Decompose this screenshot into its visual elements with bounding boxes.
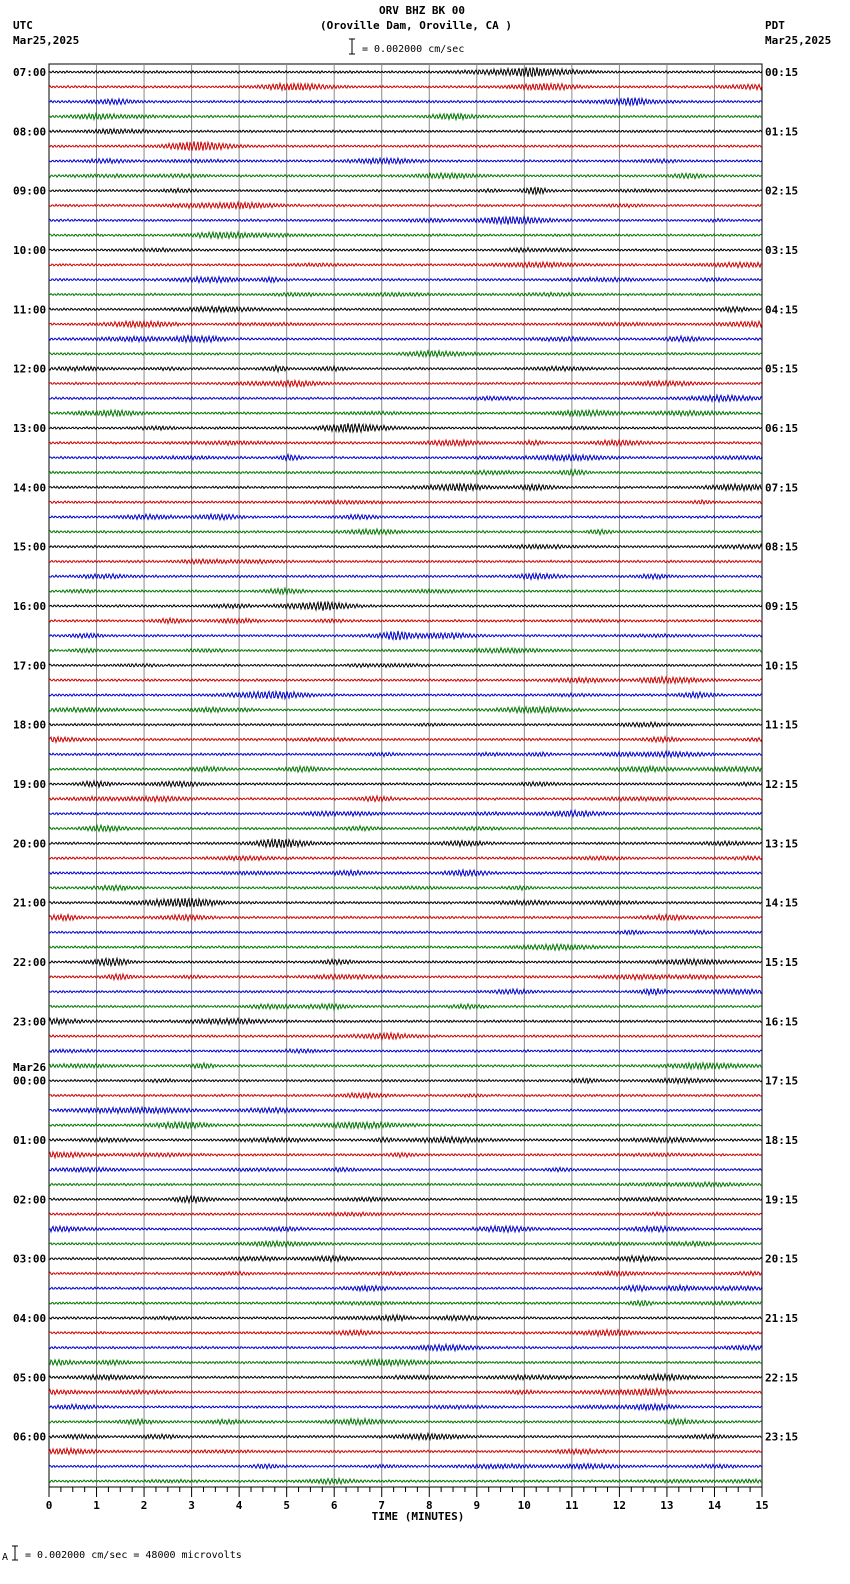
trace-21 bbox=[49, 381, 762, 387]
pdt-hour-labels bbox=[765, 66, 798, 1444]
trace-33 bbox=[49, 559, 762, 564]
trace-64 bbox=[49, 1018, 762, 1024]
trace-66 bbox=[49, 1049, 762, 1053]
trace-4 bbox=[49, 129, 762, 134]
trace-47 bbox=[49, 766, 762, 772]
trace-73 bbox=[49, 1152, 762, 1158]
trace-19 bbox=[49, 351, 762, 357]
utc-hour-label: 20:00 bbox=[13, 837, 47, 851]
pdt-hour-label: 23:15 bbox=[765, 1430, 799, 1444]
trace-48 bbox=[49, 781, 762, 787]
trace-18 bbox=[49, 336, 762, 343]
trace-63 bbox=[49, 1004, 762, 1010]
x-tick-label: 3 bbox=[188, 1499, 195, 1512]
utc-hour-label: 18:00 bbox=[13, 718, 47, 732]
trace-74 bbox=[49, 1167, 762, 1172]
utc-hour-label: 11:00 bbox=[13, 303, 47, 317]
pdt-hour-label: 06:15 bbox=[765, 422, 799, 435]
utc-hour-label: 05:00 bbox=[13, 1371, 47, 1385]
trace-92 bbox=[49, 1434, 762, 1440]
x-axis-label: TIME (MINUTES) bbox=[371, 1510, 465, 1523]
trace-11 bbox=[49, 232, 762, 239]
trace-71 bbox=[49, 1122, 762, 1129]
trace-29 bbox=[49, 500, 762, 504]
pdt-hour-label: 05:15 bbox=[765, 362, 799, 376]
seismic-traces bbox=[49, 67, 762, 1484]
trace-38 bbox=[49, 631, 762, 640]
trace-20 bbox=[49, 366, 762, 372]
x-tick-label: 5 bbox=[283, 1499, 291, 1512]
trace-1 bbox=[49, 83, 762, 90]
scale-text: = 0.002000 cm/sec bbox=[362, 44, 465, 55]
trace-40 bbox=[49, 663, 762, 667]
trace-67 bbox=[49, 1063, 762, 1069]
trace-41 bbox=[49, 677, 762, 683]
trace-6 bbox=[49, 158, 762, 164]
pdt-hour-label: 04:15 bbox=[765, 303, 799, 317]
trace-3 bbox=[49, 114, 762, 120]
trace-75 bbox=[49, 1182, 762, 1187]
x-tick-label: 15 bbox=[755, 1499, 769, 1512]
utc-hour-label: 19:00 bbox=[13, 778, 47, 791]
x-tick-label: 14 bbox=[707, 1499, 722, 1512]
pdt-hour-label: 15:15 bbox=[765, 956, 799, 969]
trace-49 bbox=[49, 796, 762, 802]
pdt-hour-label: 14:15 bbox=[765, 896, 799, 910]
pdt-hour-label: 21:15 bbox=[765, 1312, 799, 1325]
pdt-hour-label: 11:15 bbox=[765, 718, 799, 732]
trace-26 bbox=[49, 455, 762, 462]
trace-23 bbox=[49, 410, 762, 416]
x-tick-label: 9 bbox=[473, 1499, 481, 1512]
trace-56 bbox=[49, 898, 762, 907]
pdt-hour-label: 22:15 bbox=[765, 1371, 799, 1385]
trace-87 bbox=[49, 1359, 762, 1366]
pdt-hour-label: 17:15 bbox=[765, 1074, 799, 1088]
trace-15 bbox=[49, 292, 762, 296]
x-tick-label: 1 bbox=[93, 1499, 100, 1512]
footer-scale-icon bbox=[12, 1546, 18, 1560]
trace-83 bbox=[49, 1301, 762, 1306]
utc-hour-label: 06:00 bbox=[13, 1430, 47, 1444]
trace-44 bbox=[49, 722, 762, 727]
trace-90 bbox=[49, 1404, 762, 1410]
pdt-hour-label: 19:15 bbox=[765, 1193, 799, 1207]
trace-39 bbox=[49, 648, 762, 653]
trace-28 bbox=[49, 483, 762, 491]
x-tick-label: 13 bbox=[660, 1499, 674, 1512]
utc-hour-label: 04:00 bbox=[13, 1312, 47, 1325]
pdt-hour-label: 01:15 bbox=[765, 125, 799, 139]
pdt-hour-label: 12:15 bbox=[765, 778, 799, 791]
left-date: Mar25,2025 bbox=[13, 34, 80, 47]
footer-marker: A bbox=[2, 1552, 9, 1563]
utc-hour-label: 23:00 bbox=[13, 1015, 47, 1029]
utc-hour-label: 02:00 bbox=[13, 1193, 47, 1207]
utc-hour-labels bbox=[13, 66, 46, 1444]
utc-hour-label: 16:00 bbox=[13, 600, 47, 613]
trace-93 bbox=[49, 1448, 762, 1454]
trace-36 bbox=[49, 602, 762, 611]
trace-2 bbox=[49, 98, 762, 106]
trace-94 bbox=[49, 1464, 762, 1469]
trace-78 bbox=[49, 1226, 762, 1232]
pdt-hour-label: 09:15 bbox=[765, 600, 799, 613]
utc-hour-label: 13:00 bbox=[13, 422, 47, 435]
x-tick-label: 7 bbox=[378, 1499, 386, 1512]
utc-hour-label: 07:00 bbox=[13, 66, 47, 79]
trace-65 bbox=[49, 1033, 762, 1040]
trace-34 bbox=[49, 574, 762, 580]
pdt-hour-label: 03:15 bbox=[765, 244, 799, 257]
trace-68 bbox=[49, 1078, 762, 1083]
utc-hour-label: 09:00 bbox=[13, 184, 47, 198]
trace-81 bbox=[49, 1271, 762, 1276]
pdt-hour-label: 18:15 bbox=[765, 1134, 799, 1147]
trace-53 bbox=[49, 856, 762, 861]
utc-hour-label: 01:00 bbox=[13, 1134, 47, 1147]
trace-95 bbox=[49, 1479, 762, 1485]
trace-43 bbox=[49, 707, 762, 713]
trace-76 bbox=[49, 1196, 762, 1203]
trace-30 bbox=[49, 514, 762, 520]
trace-37 bbox=[49, 618, 762, 623]
trace-32 bbox=[49, 544, 762, 549]
trace-45 bbox=[49, 737, 762, 743]
trace-12 bbox=[49, 248, 762, 253]
right-timezone: PDT bbox=[765, 19, 785, 32]
pdt-hour-label: 10:15 bbox=[765, 659, 799, 673]
scale-bar-icon bbox=[349, 39, 355, 54]
utc-hour-label: 10:00 bbox=[13, 244, 47, 257]
trace-0 bbox=[49, 67, 762, 77]
trace-69 bbox=[49, 1093, 762, 1099]
x-tick-label: 2 bbox=[140, 1499, 148, 1512]
trace-14 bbox=[49, 277, 762, 283]
pdt-hour-label: 13:15 bbox=[765, 837, 799, 851]
trace-50 bbox=[49, 810, 762, 816]
trace-24 bbox=[49, 423, 762, 432]
trace-80 bbox=[49, 1256, 762, 1262]
trace-51 bbox=[49, 825, 762, 831]
trace-10 bbox=[49, 217, 762, 225]
x-tick-label: 6 bbox=[330, 1499, 338, 1512]
trace-42 bbox=[49, 691, 762, 698]
trace-52 bbox=[49, 839, 762, 848]
footer-text: = 0.002000 cm/sec = 48000 microvolts bbox=[25, 1550, 242, 1561]
pdt-hour-label: 20:15 bbox=[765, 1252, 799, 1266]
trace-70 bbox=[49, 1107, 762, 1113]
day-change-label: Mar26 bbox=[13, 1061, 47, 1074]
trace-91 bbox=[49, 1419, 762, 1425]
pdt-hour-label: 16:15 bbox=[765, 1015, 799, 1029]
trace-16 bbox=[49, 306, 762, 312]
trace-25 bbox=[49, 440, 762, 446]
trace-7 bbox=[49, 173, 762, 179]
utc-hour-label: 08:00 bbox=[13, 125, 47, 139]
trace-46 bbox=[49, 751, 762, 757]
x-tick-label: 10 bbox=[517, 1499, 531, 1512]
trace-58 bbox=[49, 930, 762, 934]
utc-hour-label: 00:00 bbox=[13, 1074, 47, 1088]
utc-hour-label: 14:00 bbox=[13, 481, 47, 495]
trace-62 bbox=[49, 988, 762, 995]
pdt-hour-label: 02:15 bbox=[765, 184, 799, 198]
pdt-hour-label: 00:15 bbox=[765, 66, 799, 79]
trace-31 bbox=[49, 529, 762, 535]
trace-89 bbox=[49, 1389, 762, 1396]
station-title: ORV BHZ BK 00 bbox=[378, 4, 466, 17]
trace-8 bbox=[49, 187, 762, 194]
trace-84 bbox=[49, 1315, 762, 1321]
utc-hour-label: 22:00 bbox=[13, 956, 47, 969]
x-tick-label: 12 bbox=[612, 1499, 627, 1512]
trace-57 bbox=[49, 915, 762, 921]
utc-hour-label: 03:00 bbox=[13, 1252, 47, 1266]
trace-22 bbox=[49, 395, 762, 402]
trace-55 bbox=[49, 885, 762, 890]
trace-82 bbox=[49, 1285, 762, 1291]
trace-60 bbox=[49, 958, 762, 966]
x-tick-label: 11 bbox=[565, 1499, 579, 1512]
utc-hour-label: 17:00 bbox=[13, 659, 47, 673]
trace-13 bbox=[49, 262, 762, 268]
trace-59 bbox=[49, 944, 762, 950]
utc-hour-label: 21:00 bbox=[13, 896, 47, 910]
x-tick-label: 4 bbox=[235, 1499, 243, 1512]
location-title: (Oroville Dam, Oroville, CA ) bbox=[319, 19, 513, 32]
trace-9 bbox=[49, 202, 762, 209]
left-timezone: UTC bbox=[13, 19, 33, 32]
trace-17 bbox=[49, 321, 762, 327]
pdt-hour-label: 08:15 bbox=[765, 540, 799, 554]
trace-77 bbox=[49, 1212, 762, 1216]
trace-79 bbox=[49, 1241, 762, 1247]
trace-86 bbox=[49, 1344, 762, 1350]
trace-85 bbox=[49, 1330, 762, 1336]
x-axis bbox=[46, 1487, 769, 1512]
trace-88 bbox=[49, 1374, 762, 1380]
pdt-hour-label: 07:15 bbox=[765, 481, 799, 495]
trace-27 bbox=[49, 470, 762, 476]
right-date: Mar25,2025 bbox=[765, 34, 832, 47]
trace-5 bbox=[49, 141, 762, 150]
utc-hour-label: 15:00 bbox=[13, 540, 47, 554]
trace-72 bbox=[49, 1137, 762, 1143]
x-tick-label: 8 bbox=[425, 1499, 433, 1512]
trace-35 bbox=[49, 588, 762, 594]
x-tick-label: 0 bbox=[45, 1499, 53, 1512]
trace-54 bbox=[49, 870, 762, 876]
utc-hour-label: 12:00 bbox=[13, 362, 47, 376]
trace-61 bbox=[49, 974, 762, 980]
